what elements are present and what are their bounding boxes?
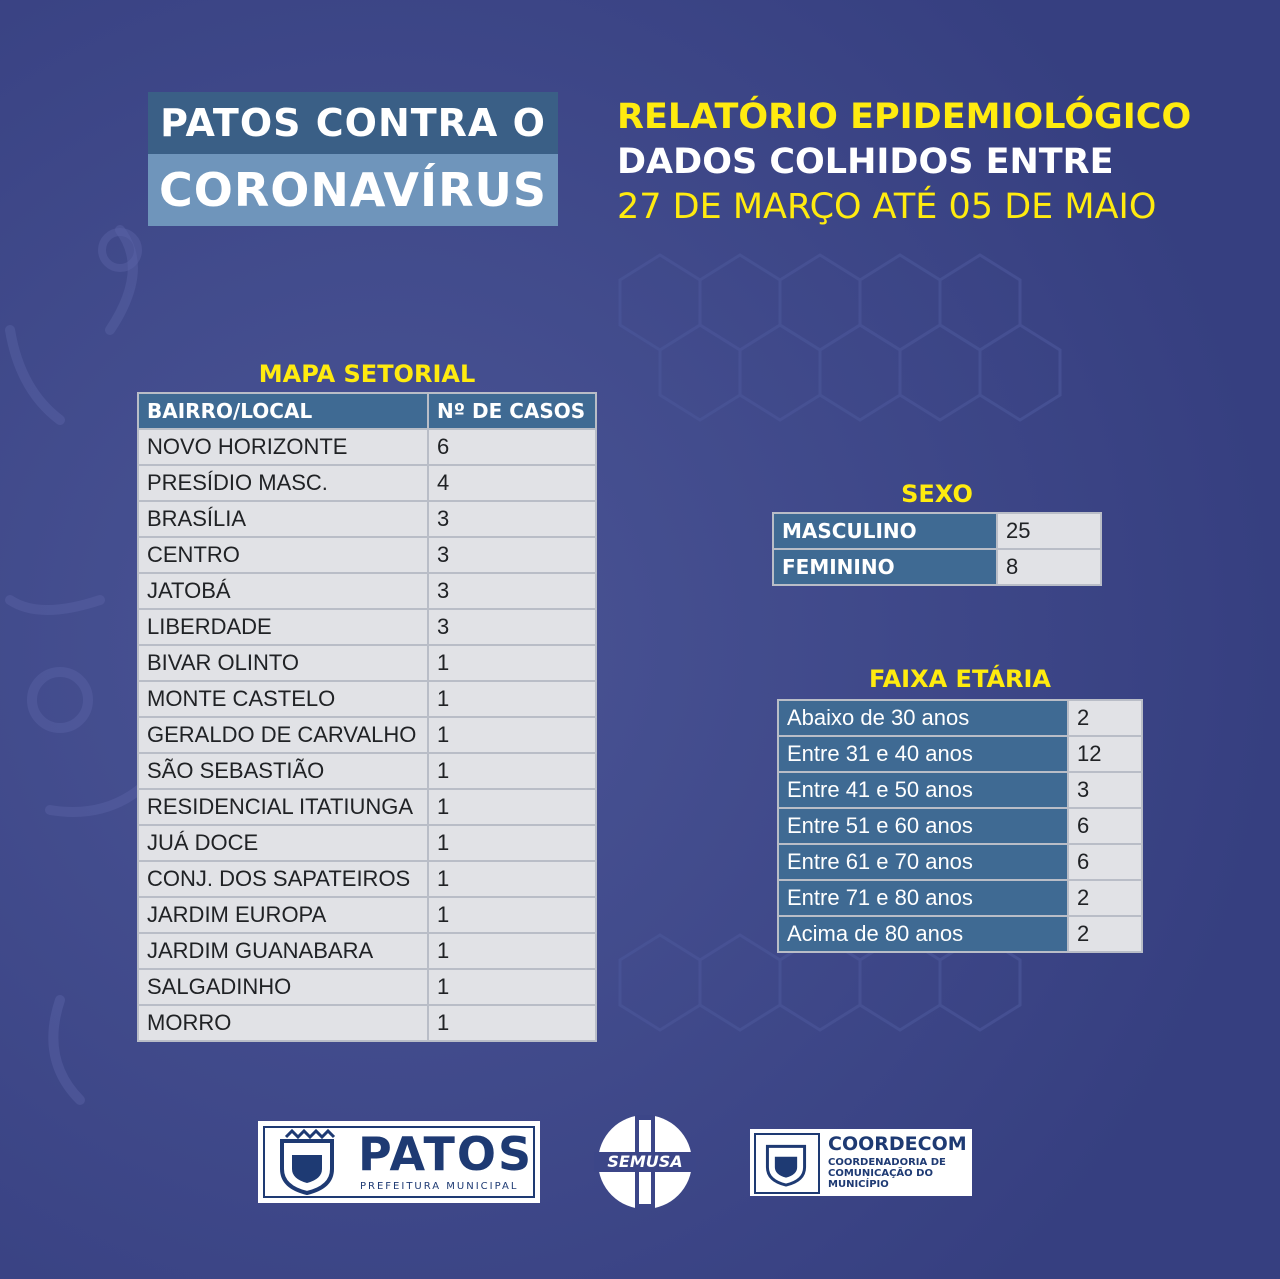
faixa-label: Entre 51 e 60 anos [778,808,1068,844]
faixa-etaria-table [777,699,1143,953]
table-row [773,549,1101,585]
sexo-title: SEXO [901,480,973,508]
bairro-name: PRESÍDIO MASC. [138,465,428,501]
case-count: 3 [428,537,596,573]
faixa-etaria-section [777,665,1143,953]
case-count: 1 [428,753,596,789]
bairro-name: SÃO SEBASTIÃO [138,753,428,789]
case-count: 4 [428,465,596,501]
bairro-name: JARDIM EUROPA [138,897,428,933]
case-count: 1 [428,933,596,969]
patos-name: PATOS [358,1127,534,1181]
faixa-value: 6 [1068,808,1142,844]
case-count: 3 [428,501,596,537]
sexo-label: FEMININO [773,549,997,585]
faixa-label: Acima de 80 anos [778,916,1068,952]
title-line-1: PATOS CONTRA O [148,92,558,154]
title-line-2: CORONAVÍRUS [148,154,558,226]
faixa-value: 2 [1068,700,1142,736]
bairro-name: RESIDENCIAL ITATIUNGA [138,789,428,825]
title-banner [148,92,558,226]
coordecom-sub-3: MUNICÍPIO [828,1179,889,1190]
table-row [138,717,596,753]
table-row [138,645,596,681]
table-row [138,753,596,789]
faixa-value: 6 [1068,844,1142,880]
sexo-section [772,480,1102,586]
table-row [138,825,596,861]
table-row [778,772,1142,808]
bairro-name: JUÁ DOCE [138,825,428,861]
faixa-label: Entre 71 e 80 anos [778,880,1068,916]
faixa-label: Entre 41 e 50 anos [778,772,1068,808]
sexo-table [772,512,1102,586]
logo-coordecom [750,1129,972,1196]
table-row [778,808,1142,844]
sexo-label: MASCULINO [773,513,997,549]
table-row [138,465,596,501]
table-header-row [138,393,596,429]
report-dates: 27 DE MARÇO ATÉ 05 DE MAIO [617,187,1157,227]
faixa-value: 2 [1068,916,1142,952]
table-row [773,513,1101,549]
table-row [138,789,596,825]
bairro-name: MORRO [138,1005,428,1041]
bairro-name: NOVO HORIZONTE [138,429,428,465]
case-count: 6 [428,429,596,465]
case-count: 1 [428,789,596,825]
mapa-setorial-table [137,392,597,1042]
bairro-name: GERALDO DE CARVALHO [138,717,428,753]
table-row [138,609,596,645]
bairro-name: CONJ. DOS SAPATEIROS [138,861,428,897]
table-row [138,969,596,1005]
column-header-bairro: BAIRRO/LOCAL [138,393,428,429]
case-count: 1 [428,861,596,897]
case-count: 3 [428,609,596,645]
case-count: 1 [428,645,596,681]
mapa-setorial-title: MAPA SETORIAL [258,360,476,388]
table-row [138,429,596,465]
bairro-name: MONTE CASTELO [138,681,428,717]
table-row [138,1005,596,1041]
case-count: 1 [428,897,596,933]
sexo-value: 8 [997,549,1101,585]
case-count: 1 [428,717,596,753]
column-header-casos: Nº DE CASOS [428,393,596,429]
report-title: RELATÓRIO EPIDEMIOLÓGICO [617,97,1192,137]
table-row [138,681,596,717]
coat-of-arms-icon [760,1137,812,1187]
bairro-name: BIVAR OLINTO [138,645,428,681]
sexo-value: 25 [997,513,1101,549]
table-row [778,916,1142,952]
bairro-name: JARDIM GUANABARA [138,933,428,969]
logo-semusa [594,1110,696,1214]
table-row [138,573,596,609]
bairro-name: SALGADINHO [138,969,428,1005]
table-row [138,933,596,969]
coordecom-sub-1: COORDENADORIA DE [828,1157,946,1168]
table-row [778,844,1142,880]
table-row [778,736,1142,772]
table-row [138,897,596,933]
case-count: 1 [428,825,596,861]
semusa-label: SEMUSA [607,1152,683,1171]
case-count: 1 [428,969,596,1005]
case-count: 3 [428,573,596,609]
bairro-name: JATOBÁ [138,573,428,609]
table-row [138,861,596,897]
patos-subtitle: PREFEITURA MUNICIPAL [360,1181,519,1192]
table-row [138,501,596,537]
coat-of-arms-icon [272,1129,342,1195]
faixa-label: Abaixo de 30 anos [778,700,1068,736]
case-count: 1 [428,681,596,717]
faixa-value: 2 [1068,880,1142,916]
faixa-etaria-title: FAIXA ETÁRIA [868,665,1052,693]
table-row [778,700,1142,736]
faixa-label: Entre 61 e 70 anos [778,844,1068,880]
faixa-value: 3 [1068,772,1142,808]
mapa-setorial-section [137,360,597,1042]
coordecom-sub-2: COMUNICAÇÃO DO [828,1168,933,1179]
logo-prefeitura-patos [258,1121,540,1203]
report-subtitle: DADOS COLHIDOS ENTRE [617,142,1114,182]
faixa-label: Entre 31 e 40 anos [778,736,1068,772]
case-count: 1 [428,1005,596,1041]
bairro-name: LIBERDADE [138,609,428,645]
coordecom-name: COORDECOM [828,1133,967,1155]
bairro-name: BRASÍLIA [138,501,428,537]
bairro-name: CENTRO [138,537,428,573]
table-row [138,537,596,573]
report-heading [617,95,1191,230]
table-row [778,880,1142,916]
faixa-value: 12 [1068,736,1142,772]
